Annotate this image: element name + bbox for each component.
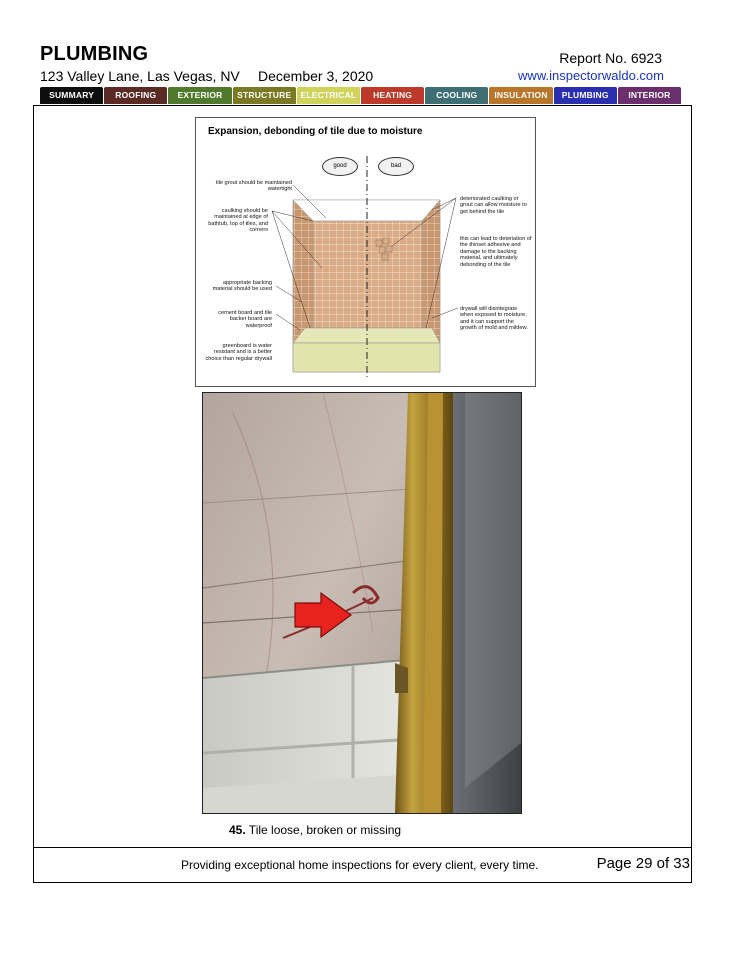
tab-structure[interactable]: STRUCTURE bbox=[233, 87, 296, 104]
tab-insulation[interactable]: INSULATION bbox=[489, 87, 552, 104]
note-drywall: drywall will disintegrate when exposed to moisture, and it can support the growth of mold and mildew. bbox=[460, 306, 528, 332]
tab-interior[interactable]: INTERIOR bbox=[618, 87, 681, 104]
tab-roofing[interactable]: ROOFING bbox=[104, 87, 167, 104]
caption-number: 45. bbox=[229, 823, 246, 837]
report-number: Report No. 6923 bbox=[559, 50, 662, 66]
note-thinset-deterioration: this can lead to deteriation of the thinset adhesive and damage to the backing material, and ultimately debonding of the tile bbox=[460, 236, 532, 268]
note-backing-material: appropriate backing material should be used bbox=[212, 280, 272, 293]
inspection-date: December 3, 2020 bbox=[258, 68, 374, 84]
property-address: 123 Valley Lane, Las Vegas, NV bbox=[40, 68, 240, 84]
tab-plumbing[interactable]: PLUMBING bbox=[554, 87, 617, 104]
tab-electrical[interactable]: ELECTRICAL bbox=[297, 87, 360, 104]
tile-moisture-diagram bbox=[195, 117, 536, 387]
photo-caption bbox=[229, 823, 401, 837]
section-tabs bbox=[40, 87, 681, 104]
note-grout-watertight: tile grout should be maintained watertight bbox=[215, 180, 292, 193]
tab-cooling[interactable]: COOLING bbox=[425, 87, 488, 104]
caption-text: Tile loose, broken or missing bbox=[245, 823, 402, 837]
tile-damage-photo bbox=[202, 392, 522, 814]
website-link[interactable]: www.inspectorwaldo.com bbox=[518, 68, 664, 83]
tab-summary[interactable]: SUMMARY bbox=[40, 87, 103, 104]
note-greenboard: greenboard is water resistant and is a better choice than regular drywall bbox=[205, 343, 272, 362]
diagram-title: Expansion, debonding of tile due to moisture bbox=[208, 126, 423, 137]
photo-illustration bbox=[203, 393, 521, 813]
tab-heating[interactable]: HEATING bbox=[361, 87, 424, 104]
tab-exterior[interactable]: EXTERIOR bbox=[168, 87, 231, 104]
section-title: PLUMBING bbox=[40, 43, 149, 65]
note-deteriorated-caulking: deteriorated caulking or grout can allow moisture to get behind the tile bbox=[460, 196, 527, 215]
note-cement-board: cement board and tile backer board are waterproof bbox=[218, 310, 272, 329]
note-caulking: caulking should be maintained at edge of bathtub, top of tiles, and corners bbox=[208, 208, 268, 234]
bad-oval-label: bad bbox=[378, 157, 414, 176]
good-oval-label: good bbox=[322, 157, 358, 176]
page-number: Page 29 of 33 bbox=[596, 855, 690, 872]
footer-tagline: Providing exceptional home inspections for every client, every time. bbox=[181, 858, 539, 872]
